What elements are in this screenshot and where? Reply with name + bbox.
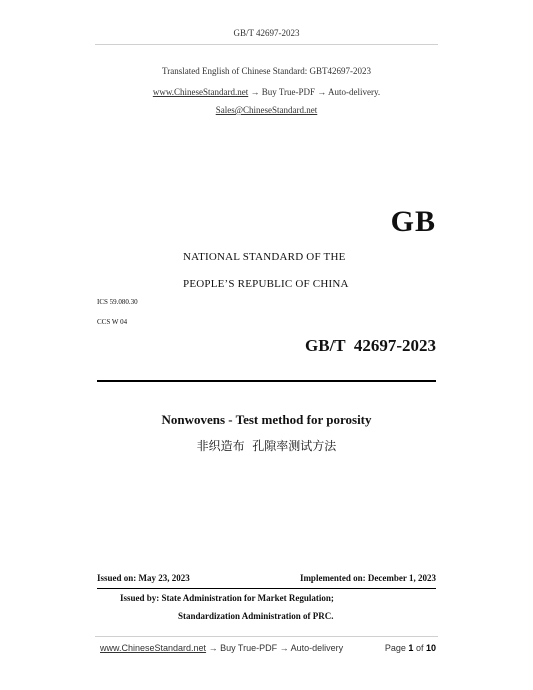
page-of: of <box>415 643 424 653</box>
footer-divider <box>95 636 438 637</box>
buy-links <box>0 87 533 97</box>
footer-site-link[interactable]: www.ChineseStandard.net <box>100 643 207 653</box>
issue-divider <box>97 588 436 589</box>
document-title-en: Nonwovens - Test method for porosity <box>161 412 372 427</box>
translation-note: Translated English of Chinese Standard: GBT42697-2023 <box>162 66 371 76</box>
buy-links-text: → Buy True-PDF → Auto-delivery. <box>248 87 381 97</box>
document-title-zh: 非织造布 孔隙率测试方法 <box>196 439 337 453</box>
issued-by-line1: Issued by: State Administration for Market Regulation; <box>120 593 334 603</box>
standard-code: GB/T 42697-2023 <box>305 336 436 355</box>
page-current: 1 <box>408 643 414 653</box>
footer-links <box>100 643 343 653</box>
running-header: GB/T 42697-2023 <box>233 28 300 38</box>
issued-on-date: Issued on: May 23, 2023 <box>97 573 190 583</box>
page-indicator <box>385 643 436 653</box>
ics-code: ICS 59.080.30 <box>97 298 138 306</box>
header-divider <box>95 44 438 45</box>
page-label: Page <box>384 643 406 653</box>
footer-links-text: → Buy True-PDF → Auto-delivery <box>206 643 344 653</box>
ccs-code: CCS W 04 <box>97 318 128 326</box>
national-standard-line1: NATIONAL STANDARD OF THE <box>183 251 346 263</box>
national-standard-line2: PEOPLE’S REPUBLIC OF CHINA <box>183 278 349 290</box>
title-divider <box>97 380 436 382</box>
issued-by-line2: Standardization Administration of PRC. <box>178 611 334 621</box>
site-link[interactable]: www.ChineseStandard.net <box>152 87 249 97</box>
implemented-on-date: Implemented on: December 1, 2023 <box>299 573 436 583</box>
gb-logo: GB <box>390 205 436 238</box>
sales-line <box>0 105 533 115</box>
page-total: 10 <box>425 643 436 653</box>
sales-email-link[interactable]: Sales@ChineseStandard.net <box>215 105 318 115</box>
